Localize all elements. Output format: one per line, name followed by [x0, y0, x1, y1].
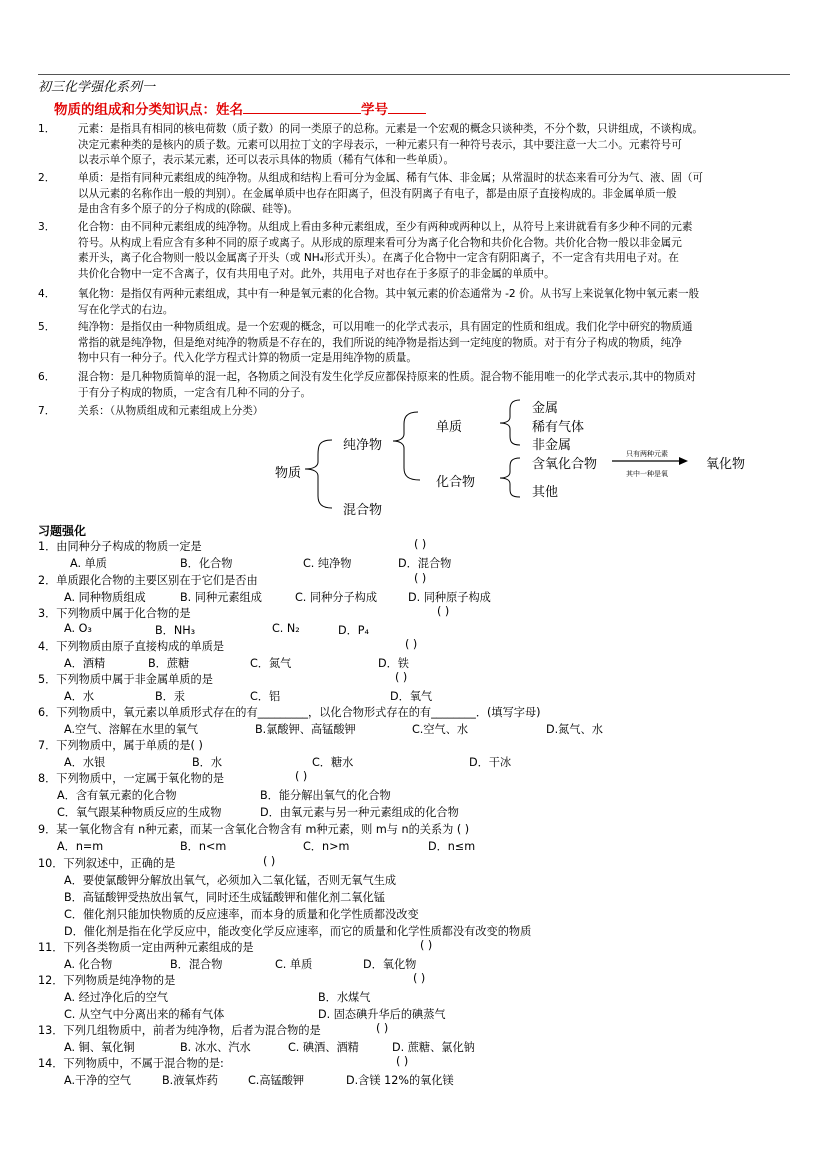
question-14: 14．下列物质中，不属于混合物的是: — [38, 1057, 224, 1070]
option-c[interactable]: C. 同种分子构成 — [295, 591, 378, 604]
question-13: 13．下列几组物质中，前者为纯净物，后者为混合物的是 — [38, 1024, 321, 1037]
option-a[interactable]: A．要使氯酸钾分解放出氧气，必须加入二氧化锰，否则无氧气生成 — [64, 874, 397, 887]
node-oxygen-compound: 含氧化合物 — [532, 457, 598, 472]
option-b[interactable]: B．混合物 — [170, 958, 223, 971]
brace-compound — [500, 458, 520, 497]
question-7: 7．下列物质中，属于单质的是( ) — [38, 739, 203, 752]
option-b[interactable]: B．高锰酸钾受热放出氧气，同时还生成锰酸钾和催化剂二氧化锰 — [64, 891, 385, 904]
answer-paren[interactable]: ( ) — [420, 939, 433, 952]
question-10: 10．下列叙述中，正确的是 — [38, 857, 176, 870]
section-title-text: 物质的组成和分类知识点：姓名 — [54, 102, 243, 118]
kp-line: 混合物：是几种物质简单的混一起，各物质之间没有发生化学反应都保持原来的性质。混合物不能用唯一的化学式表示,其中的物质对 — [78, 371, 696, 383]
option-d[interactable]: D. 蔗糖、氯化钠 — [392, 1041, 475, 1054]
option-c[interactable]: C. 纯净物 — [303, 557, 352, 570]
option-d[interactable]: D. 同种原子构成 — [408, 591, 491, 604]
kp-line: 决定元素种类的是核内的质子数。元素可以用拉丁文的字母表示，一种元素只有一种符号表示，其中要注意一大二小。元素符号可 — [78, 138, 682, 151]
node-matter: 物质 — [275, 466, 302, 481]
kp-number: 1． — [38, 123, 56, 135]
option-d[interactable]: D．由氧元素与另一种元素组成的化合物 — [260, 806, 459, 819]
option-b[interactable]: B．水煤气 — [318, 991, 371, 1004]
option-c[interactable]: C. N₂ — [272, 622, 300, 635]
option-a[interactable]: A．酒精 — [64, 657, 106, 670]
option-a[interactable]: A. 单质 — [70, 557, 107, 570]
kp-line: 化合物：由不同种元素组成的纯净物。从组成上看由多种元素组成，至少有两种或两种以上，从符号上来讲就看有多少种不同的元素 — [78, 221, 693, 233]
answer-paren[interactable]: ( ) — [405, 638, 418, 651]
option-a[interactable]: A. 经过净化后的空气 — [64, 991, 169, 1004]
kp-number: 6． — [38, 371, 56, 383]
kp-line: 单质：是指有同种元素组成的纯净物。从组成和结构上看可分为金属、稀有气体、非金属；从常温时的状态来看可分为气、液、固（可 — [78, 172, 704, 184]
kp-number: 3． — [38, 221, 56, 233]
node-oxide: 氧化物 — [706, 457, 746, 472]
option-a[interactable]: A. 化合物 — [64, 958, 113, 971]
option-c[interactable]: C. 单质 — [275, 958, 313, 971]
option-c[interactable]: C．糖水 — [312, 756, 354, 769]
brace-root — [305, 440, 332, 508]
kp-line: 物中只有一种分子。代入化学方程式计算的物质一定是用纯净物的质量。 — [78, 352, 417, 365]
option-c[interactable]: C．氮气 — [250, 657, 292, 670]
answer-paren[interactable]: ( ) — [295, 770, 308, 783]
option-c[interactable]: C.空气、水 — [412, 723, 469, 736]
node-metal: 金属 — [532, 401, 559, 416]
kp-number: 7． — [38, 405, 56, 417]
option-b[interactable]: B. 同种元素组成 — [180, 591, 262, 604]
question-12: 12．下列物质是纯净物的是 — [38, 974, 176, 987]
option-d[interactable]: D.含镁 12%的氧化镁 — [346, 1074, 454, 1087]
question-1: 1．由同种分子构成的物质一定是 — [38, 540, 202, 553]
node-mixture: 混合物 — [343, 503, 383, 518]
id-label: 学号 — [361, 102, 388, 118]
option-d[interactable]: D.氮气、水 — [546, 723, 603, 736]
node-nonmetal: 非金属 — [532, 438, 572, 453]
kp-line: 以表示单个原子，表示某元素，还可以表示具体的物质（稀有气体和一些单质）。 — [78, 154, 455, 167]
kp-number: 4． — [38, 288, 56, 300]
kp-line: 常指的就是纯净物，但是绝对纯净的物质是不存在的，我们所说的纯净物是指达到一定纯度的物质。对于有分子构成的物质，纯净 — [78, 336, 682, 349]
option-c[interactable]: C．氧气跟某种物质反应的生成物 — [57, 806, 222, 819]
option-b[interactable]: B. 冰水、汽水 — [180, 1041, 251, 1054]
option-c[interactable]: C. 从空气中分离出来的稀有气体 — [64, 1008, 225, 1021]
question-5: 5．下列物质中属于非金属单质的是 — [38, 673, 213, 686]
question-4: 4．下列物质由原子直接构成的单质是 — [38, 640, 225, 653]
kp-line: 符号。从构成上看应含有多种不同的原子或离子。从形成的原理来看可分为离子化合物和共价化合物。共价化合物一般以非金属元 — [78, 236, 682, 249]
series-header: 初三化学强化系列一 — [38, 80, 156, 95]
kp-number: 5． — [38, 321, 56, 333]
question-9: 9．某一氧化物含有 n种元素，而某一含氧化合物含有 m种元素，则 m与 n的关系为 ( ) — [38, 823, 470, 836]
option-a[interactable]: A．n=m — [57, 840, 104, 853]
node-pure-substance: 纯净物 — [343, 438, 383, 453]
question-8: 8．下列物质中，一定属于氧化物的是 — [38, 772, 225, 785]
question-6: 6．下列物质中，氧元素以单质形式存在的有_________，以化合物形式存在的有________．(填写字母) — [38, 706, 541, 719]
kp-line: 以从元素的名称作出一般的判别）。在金属单质中也存在阳离子，但没有阴离子有电子，都是由原子直接构成的。非金属单质一般 — [78, 187, 677, 200]
option-a[interactable]: A．水 — [64, 690, 95, 703]
answer-paren[interactable]: ( ) — [437, 605, 450, 618]
option-d[interactable]: D. 固态碘升华后的碘蒸气 — [318, 1008, 446, 1021]
option-c[interactable]: C.高锰酸钾 — [248, 1074, 305, 1087]
option-c[interactable]: C．n>m — [303, 840, 350, 853]
answer-paren[interactable]: ( ) — [263, 855, 276, 868]
kp-number: 2． — [38, 172, 56, 184]
option-b[interactable]: B．NH₃ — [155, 624, 196, 637]
option-b[interactable]: B．蔗糖 — [148, 657, 190, 670]
option-d[interactable]: D．氧气 — [390, 690, 433, 703]
brace-element — [500, 400, 520, 445]
option-b[interactable]: B.液氧炸药 — [162, 1074, 218, 1087]
arrow-label-bottom: 其中一种是氧 — [626, 470, 668, 478]
option-d[interactable]: D．n≤m — [428, 840, 476, 853]
option-b[interactable]: B．能分解出氧气的化合物 — [260, 789, 391, 802]
option-a[interactable]: A．水银 — [64, 756, 106, 769]
question-2: 2．单质跟化合物的主要区别在于它们是否由 — [38, 574, 258, 587]
answer-paren[interactable]: ( ) — [414, 572, 427, 585]
option-b[interactable]: B．n<m — [180, 840, 227, 853]
kp-line: 素开头，离子化合物则一般以金属离子开头（或 NH₄形式开头）。在离子化合物中一定含有阴阳离子，不一定含有共用电子对。在 — [78, 252, 679, 265]
kp-line: 元素：是指具有相同的核电荷数（质子数）的同一类原子的总称。元素是一个宏观的概念只谈种类，不分个数，只讲组成，不谈构成。 — [78, 123, 704, 135]
option-b[interactable]: B．水 — [192, 756, 223, 769]
question-11: 11．下列各类物质一定由两种元素组成的是 — [38, 941, 254, 954]
oxide-arrow-head — [679, 457, 688, 465]
option-d[interactable]: D．催化剂是指在化学反应中，能改变化学反应速率，而它的质量和化学性质都没有改变的物质 — [64, 925, 532, 938]
node-other: 其他 — [532, 485, 559, 500]
kp-line: 纯净物：是指仅由一种物质组成。是一个宏观的概念，可以用唯一的化学式表示，具有固定的性质和组成。我们化学中研究的物质通 — [78, 321, 693, 333]
option-c[interactable]: C．催化剂只能加快物质的反应速率，而本身的质量和化学性质都没改变 — [64, 908, 419, 921]
arrow-label-top: 只有两种元素 — [626, 450, 668, 458]
option-c[interactable]: C．铝 — [250, 690, 281, 703]
answer-paren[interactable]: ( ) — [396, 1055, 409, 1068]
node-noble-gas: 稀有气体 — [532, 420, 585, 435]
option-a[interactable]: A. 同种物质组成 — [64, 591, 146, 604]
kp-line: 关系：（从物质组成和元素组成上分类） — [78, 405, 264, 417]
exercise-title: 习题强化 — [38, 524, 87, 538]
node-element-substance: 单质 — [436, 420, 463, 435]
option-d[interactable]: D．铁 — [378, 657, 409, 670]
question-3: 3．下列物质中属于化合物的是 — [38, 607, 191, 620]
kp-line: 共价化合物中一定不含离子，仅有共用电子对。此外，共用电子对也存在于多原子的非金属的单质中。 — [78, 267, 555, 280]
answer-paren[interactable]: ( ) — [376, 1022, 389, 1035]
kp-line: 于有分子构成的物质，一定含有几种不同的分子。 — [78, 386, 312, 399]
option-b[interactable]: B.氯酸钾、高锰酸钾 — [255, 723, 356, 736]
answer-paren[interactable]: ( ) — [414, 538, 427, 551]
kp-line: 写在化学式的右边。 — [78, 303, 174, 316]
option-a[interactable]: A．含有氧元素的化合物 — [57, 789, 177, 802]
option-a[interactable]: A.干净的空气 — [64, 1074, 131, 1087]
option-a[interactable]: A. 铜、氧化铜 — [64, 1041, 135, 1054]
option-a[interactable]: A.空气、溶解在水里的氧气 — [64, 723, 199, 736]
node-compound: 化合物 — [436, 475, 476, 490]
answer-paren[interactable]: ( ) — [413, 972, 426, 985]
option-d[interactable]: D．氧化物 — [363, 958, 417, 971]
option-c[interactable]: C. 碘酒、酒精 — [288, 1041, 359, 1054]
option-d[interactable]: D．P₄ — [338, 624, 370, 637]
option-a[interactable]: A. O₃ — [64, 622, 92, 635]
option-d[interactable]: D．混合物 — [398, 557, 452, 570]
brace-pure — [393, 412, 420, 480]
option-d[interactable]: D．干冰 — [469, 756, 512, 769]
kp-line: 是由含有多个原子的分子构成的(除碳、硅等)。 — [78, 203, 299, 216]
answer-paren[interactable]: ( ) — [395, 671, 408, 684]
option-b[interactable]: B．汞 — [155, 690, 186, 703]
option-b[interactable]: B．化合物 — [180, 557, 233, 570]
kp-line: 氧化物：是指仅有两种元素组成，其中有一种是氧元素的化合物。其中氧元素的价态通常为 -2 价。从书写上来说氧化物中氧元素一般 — [78, 288, 700, 300]
